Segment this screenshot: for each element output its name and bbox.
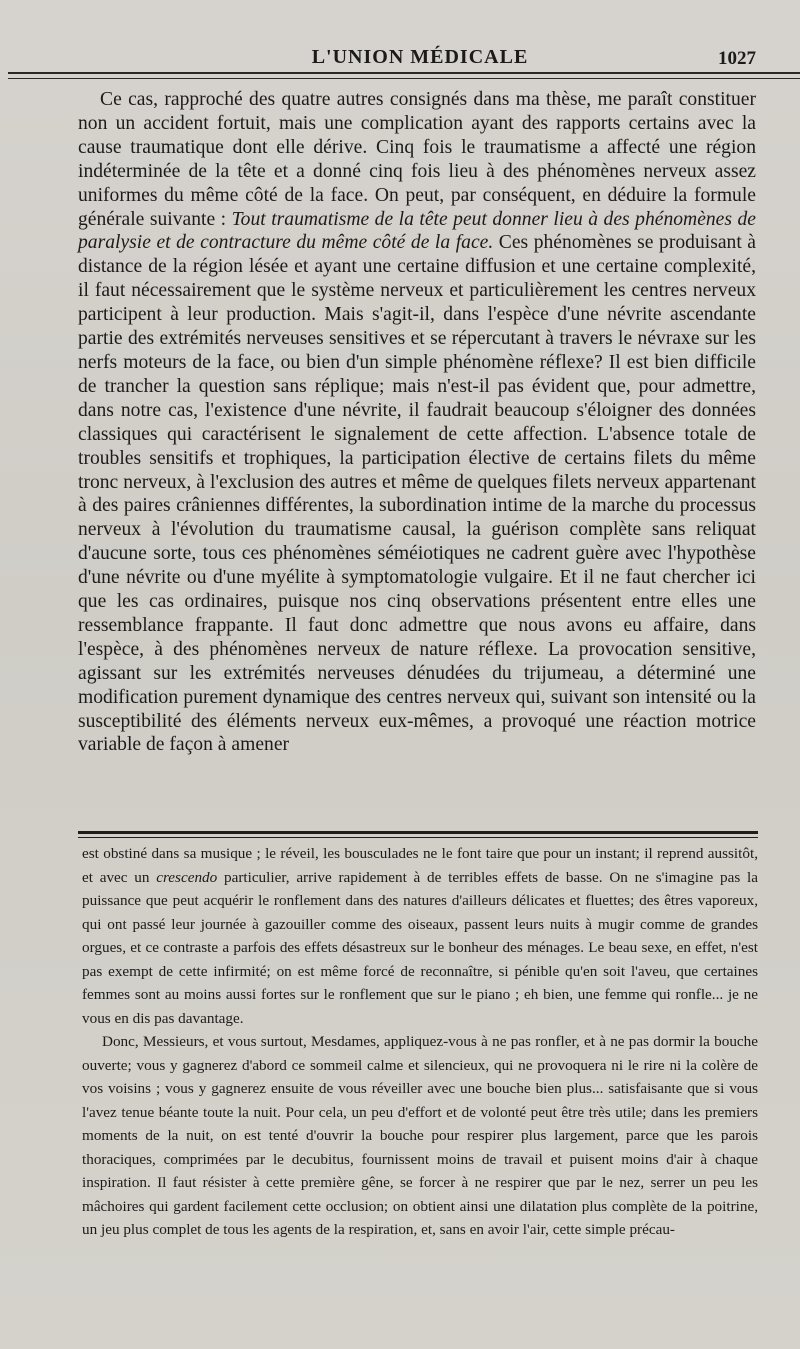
header-rule — [8, 72, 800, 74]
footnote-separator — [78, 831, 758, 834]
footnote-text-part: particulier, arrive rapidement à de terribles effets de basse. On ne s'imagine pas la puissance que peut acquérir le ronflement dans des natures d'ailleurs délicates et fluettes; des êtres vaporeux, qui ont passé leur journée à gazouiller comme des oiseaux, passent leurs nuits à mugir comme de grandes orgues, et ce contraste a parfois des effets désastreux sur le bonheur des ménages. Le beau sexe, en effet, n'est pas exempt de cette infirmité; on est même forcé de reconnaître, si pénible qu'en soit l'aveu, que certaines femmes sont au moins aussi fortes sur le ronflement que sur le piano ; eh bien, une femme qui ronfle... je ne vous en dis pas davantage. — [82, 868, 758, 1027]
running-head — [80, 40, 760, 74]
footnote-separator-thin — [78, 837, 758, 838]
body-text-part: Ce cas, rapproché des quatre autres consignés dans ma thèse, me paraît constituer non un accident fortuit, mais une complication ayant des rapports certains avec la cause traumatique dont elle dérive. Cinq fois le traumatisme a affecté une région indéterminée de la tête et a donné cinq fois lieu à des phénomènes nerveux assez uniformes du même côté de la face. On peut, par conséquent, en déduire la formule générale suivante : — [78, 89, 756, 230]
italic-formula: Tout traumatisme de la tête peut donner lieu à des phénomènes de paralysie et de contracture du même côté de la face. — [78, 208, 756, 254]
footnote-paragraph: Donc, Messieurs, et vous surtout, Mesdames, appliquez-vous à ne pas ronfler, et à ne pas dormir la bouche ouverte; vous y gagnerez d'abord ce sommeil calme et silencieux, qui ne provoquera ni le rire ni la colère de vos voisins ; vous y gagnerez ensuite de vous réveiller avec une bouche bien plus... satisfaisante que si vous l'avez tenue béante toute la nuit. Pour cela, un peu d'effort et de volonté peut être très utile; dans les premiers moments de la nuit, on est tenté d'ouvrir la bouche pour respirer plus largement, parce que les parois thoraciques, comprimées par le decubitus, fournissent moins de travail et puisent moins d'air à chaque inspiration. Il faut résister à cette première gêne, se forcer à ne respirer que par le nez, serrer un peu les mâchoires qui gardent facilement cette occlusion; on obtient ainsi une dilatation plus complète de la poitrine, un jeu plus complet de tous les agents de la respiration, et, sans en avoir l'air, cette simple précau- — [82, 1033, 758, 1238]
page-number: 1027 — [718, 48, 756, 69]
footnote-text-part: est obstiné dans sa musique ; le réveil, les bousculades ne le font taire que pour un instant; il reprend aussitôt, et avec un — [82, 845, 758, 886]
footnote — [82, 842, 758, 1242]
body-text-part: Ces phénomènes se produisant à distance de la région lésée et ayant une certaine diffusion et une certaine complexité, il faut nécessairement que le système nerveux et particulièrement les centres nerveux participent à leur production. Mais s'agit-il, dans l'espèce d'une névrite ascendante partie des extrémités nerveuses sensitives et se répercutant à travers le névraxe sur les nerfs moteurs de la face, ou bien d'un simple phénomène réflexe? Il est bien difficile de trancher la question sans réplique; mais n'est-il pas évident que, pour admettre, dans notre cas, l'existence d'une névrite, il faudrait beaucoup s'éloigner des données classiques qui caractérisent le signalement de cette affection. L'absence totale de troubles sensitifs et trophiques, la participation élective de certains filets du même tronc nerveux, à l'exclusion des autres et même de quelques filets nerveux appartenant à des paires crâniennes différentes, la subordination intime de la marche du processus nerveux à l'évolution du traumatisme causal, la guérison complète sans reliquat d'aucune sorte, tous ces phénomènes séméiotiques ne cadrent guère avec l'hypothèse d'une névrite ou d'une myélite à symptomatologie vulgaire. Et il ne faut chercher ici que les cas ordinaires, puisque nos cinq observations présentent entre elles une ressemblance frappante. Il faut donc admettre que nous avons eu affaire, dans l'espèce, à des phénomènes nerveux de nature réflexe. La provocation sensitive, agissant sur les extrémités nerveuses dénudées du trijumeau, a déterminé une modification purement dynamique des centres nerveux qui, suivant son intensité ou la susceptibilité des éléments nerveux eux-mêmes, a provoqué une réaction motrice variable de façon à amener — [78, 232, 756, 756]
footnote-paragraph — [82, 842, 758, 1030]
main-body-text — [78, 88, 756, 757]
italic-term: crescendo — [156, 868, 218, 886]
journal-title: L'UNION MÉDICALE — [311, 46, 529, 68]
header-rule-thin — [8, 78, 800, 79]
body-paragraph — [78, 88, 756, 757]
